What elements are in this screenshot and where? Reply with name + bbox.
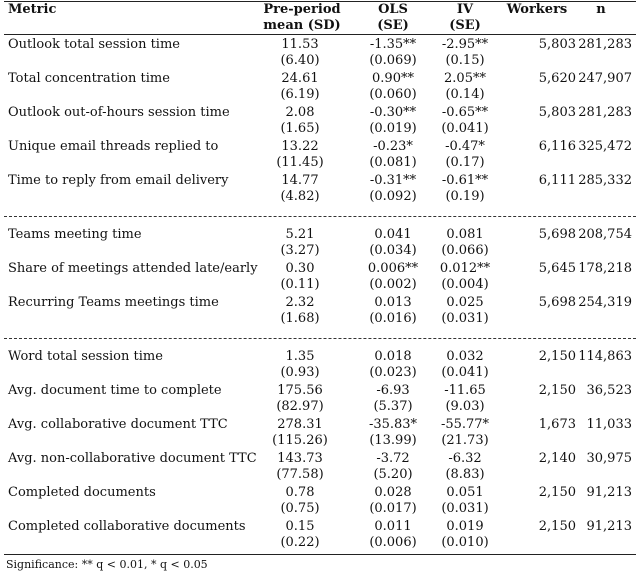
workers-count: 5,698 (538, 227, 576, 242)
ols-se: (5.37) (373, 399, 413, 414)
header-ols-line2: (SE) (377, 18, 409, 33)
workers-count: 6,111 (538, 173, 576, 188)
iv-estimate: -0.47* (445, 139, 485, 154)
iv-se: (0.14) (445, 87, 485, 102)
ols-estimate: 0.90** (372, 71, 414, 86)
header-iv-line2: (SE) (449, 18, 481, 33)
iv-se: (0.17) (445, 155, 485, 170)
ols-se: (0.069) (369, 53, 417, 68)
header-rule (4, 34, 636, 35)
pre-period-sd: (4.82) (280, 189, 320, 204)
ols-estimate: -6.93 (376, 383, 410, 398)
iv-estimate: -2.95** (441, 37, 489, 52)
pre-period-sd: (11.45) (276, 155, 324, 170)
iv-se: (8.83) (445, 467, 485, 482)
header-ols-line1: OLS (378, 2, 408, 17)
iv-estimate: -11.65 (444, 383, 486, 398)
n-count: 247,907 (578, 71, 632, 86)
pre-period-mean: 278.31 (277, 417, 323, 432)
header-workers: Workers (506, 2, 568, 17)
n-count: 325,472 (578, 139, 632, 154)
group-separator (4, 338, 636, 339)
iv-estimate: -55.77* (440, 417, 490, 432)
iv-se: (0.004) (441, 277, 489, 292)
ols-se: (0.017) (369, 501, 417, 516)
ols-estimate: -0.23* (373, 139, 413, 154)
ols-estimate: 0.013 (374, 295, 412, 310)
pre-period-sd: (1.65) (280, 121, 320, 136)
ols-se: (0.019) (369, 121, 417, 136)
header-metric: Metric (8, 2, 57, 17)
metric-label: Time to reply from email delivery (8, 173, 229, 188)
workers-count: 2,150 (538, 383, 576, 398)
ols-se: (0.016) (369, 311, 417, 326)
metric-label: Completed documents (8, 485, 156, 500)
header-iv-line1: IV (456, 2, 474, 17)
iv-estimate: -6.32 (448, 451, 482, 466)
workers-count: 5,803 (538, 37, 576, 52)
n-count: 208,754 (578, 227, 632, 242)
iv-estimate: 0.081 (446, 227, 484, 242)
pre-period-sd: (1.68) (280, 311, 320, 326)
metric-label: Share of meetings attended late/early (8, 261, 258, 276)
metric-label: Outlook total session time (8, 37, 180, 52)
ols-se: (0.034) (369, 243, 417, 258)
ols-estimate: 0.018 (374, 349, 412, 364)
pre-period-mean: 0.15 (285, 519, 315, 534)
pre-period-sd: (6.19) (280, 87, 320, 102)
n-count: 178,218 (578, 261, 632, 276)
iv-se: (21.73) (441, 433, 489, 448)
ols-estimate: -0.31** (369, 173, 417, 188)
ols-se: (0.081) (369, 155, 417, 170)
workers-count: 5,698 (538, 295, 576, 310)
ols-se: (0.060) (369, 87, 417, 102)
pre-period-mean: 11.53 (281, 37, 319, 52)
iv-estimate: 0.032 (446, 349, 484, 364)
n-count: 91,213 (586, 519, 632, 534)
metric-label: Unique email threads replied to (8, 139, 219, 154)
metric-label: Avg. collaborative document TTC (8, 417, 228, 432)
n-count: 91,213 (586, 485, 632, 500)
iv-estimate: -0.61** (441, 173, 489, 188)
iv-estimate: 0.025 (446, 295, 484, 310)
workers-count: 5,645 (538, 261, 576, 276)
iv-se: (0.15) (445, 53, 485, 68)
pre-period-mean: 143.73 (277, 451, 323, 466)
iv-estimate: 0.019 (446, 519, 484, 534)
metric-label: Word total session time (8, 349, 163, 364)
pre-period-sd: (6.40) (280, 53, 320, 68)
metric-label: Total concentration time (8, 71, 170, 86)
bottom-rule (4, 554, 636, 555)
iv-se: (0.031) (441, 311, 489, 326)
header-mean-line1: Pre-period (263, 2, 341, 17)
ols-estimate: 0.041 (374, 227, 412, 242)
pre-period-sd: (115.26) (272, 433, 328, 448)
metric-label: Avg. document time to complete (8, 383, 222, 398)
significance-footnote: Significance: ** q < 0.01, * q < 0.05 (6, 558, 208, 571)
iv-estimate: 0.012** (439, 261, 491, 276)
ols-se: (0.006) (369, 535, 417, 550)
iv-se: (0.041) (441, 121, 489, 136)
iv-se: (0.031) (441, 501, 489, 516)
pre-period-mean: 0.30 (285, 261, 315, 276)
workers-count: 2,150 (538, 485, 576, 500)
ols-se: (13.99) (369, 433, 417, 448)
iv-se: (0.19) (445, 189, 485, 204)
pre-period-mean: 175.56 (277, 383, 323, 398)
workers-count: 6,116 (538, 139, 576, 154)
ols-estimate: -35.83* (368, 417, 418, 432)
ols-estimate: 0.006** (367, 261, 419, 276)
n-count: 285,332 (578, 173, 632, 188)
header-n: n (596, 2, 606, 17)
pre-period-mean: 1.35 (285, 349, 315, 364)
iv-estimate: 2.05** (444, 71, 486, 86)
pre-period-mean: 24.61 (281, 71, 319, 86)
pre-period-sd: (0.93) (280, 365, 320, 380)
pre-period-mean: 14.77 (281, 173, 319, 188)
iv-estimate: -0.65** (441, 105, 489, 120)
workers-count: 1,673 (538, 417, 576, 432)
ols-estimate: 0.028 (374, 485, 412, 500)
workers-count: 5,620 (538, 71, 576, 86)
metric-label: Teams meeting time (8, 227, 142, 242)
pre-period-sd: (0.75) (280, 501, 320, 516)
metric-label: Recurring Teams meetings time (8, 295, 219, 310)
pre-period-sd: (0.22) (280, 535, 320, 550)
pre-period-sd: (0.11) (280, 277, 320, 292)
pre-period-sd: (77.58) (276, 467, 324, 482)
iv-estimate: 0.051 (446, 485, 484, 500)
pre-period-mean: 2.32 (285, 295, 315, 310)
header-mean-line2: mean (SD) (263, 18, 341, 33)
n-count: 30,975 (586, 451, 632, 466)
pre-period-mean: 13.22 (281, 139, 319, 154)
iv-se: (9.03) (445, 399, 485, 414)
workers-count: 2,150 (538, 349, 576, 364)
n-count: 114,863 (578, 349, 632, 364)
workers-count: 2,140 (538, 451, 576, 466)
ols-estimate: -1.35** (369, 37, 417, 52)
pre-period-sd: (82.97) (276, 399, 324, 414)
iv-se: (0.066) (441, 243, 489, 258)
n-count: 36,523 (586, 383, 632, 398)
metric-label: Completed collaborative documents (8, 519, 246, 534)
pre-period-mean: 0.78 (285, 485, 315, 500)
ols-se: (5.20) (373, 467, 413, 482)
n-count: 281,283 (578, 37, 632, 52)
pre-period-mean: 5.21 (285, 227, 315, 242)
iv-se: (0.041) (441, 365, 489, 380)
n-count: 11,033 (586, 417, 632, 432)
pre-period-sd: (3.27) (280, 243, 320, 258)
ols-se: (0.092) (369, 189, 417, 204)
workers-count: 5,803 (538, 105, 576, 120)
ols-se: (0.002) (369, 277, 417, 292)
ols-estimate: -0.30** (369, 105, 417, 120)
group-separator (4, 216, 636, 217)
n-count: 254,319 (578, 295, 632, 310)
metric-label: Avg. non-collaborative document TTC (8, 451, 257, 466)
ols-estimate: 0.011 (374, 519, 412, 534)
ols-se: (0.023) (369, 365, 417, 380)
ols-estimate: -3.72 (376, 451, 410, 466)
iv-se: (0.010) (441, 535, 489, 550)
pre-period-mean: 2.08 (285, 105, 315, 120)
workers-count: 2,150 (538, 519, 576, 534)
metric-label: Outlook out-of-hours session time (8, 105, 230, 120)
n-count: 281,283 (578, 105, 632, 120)
